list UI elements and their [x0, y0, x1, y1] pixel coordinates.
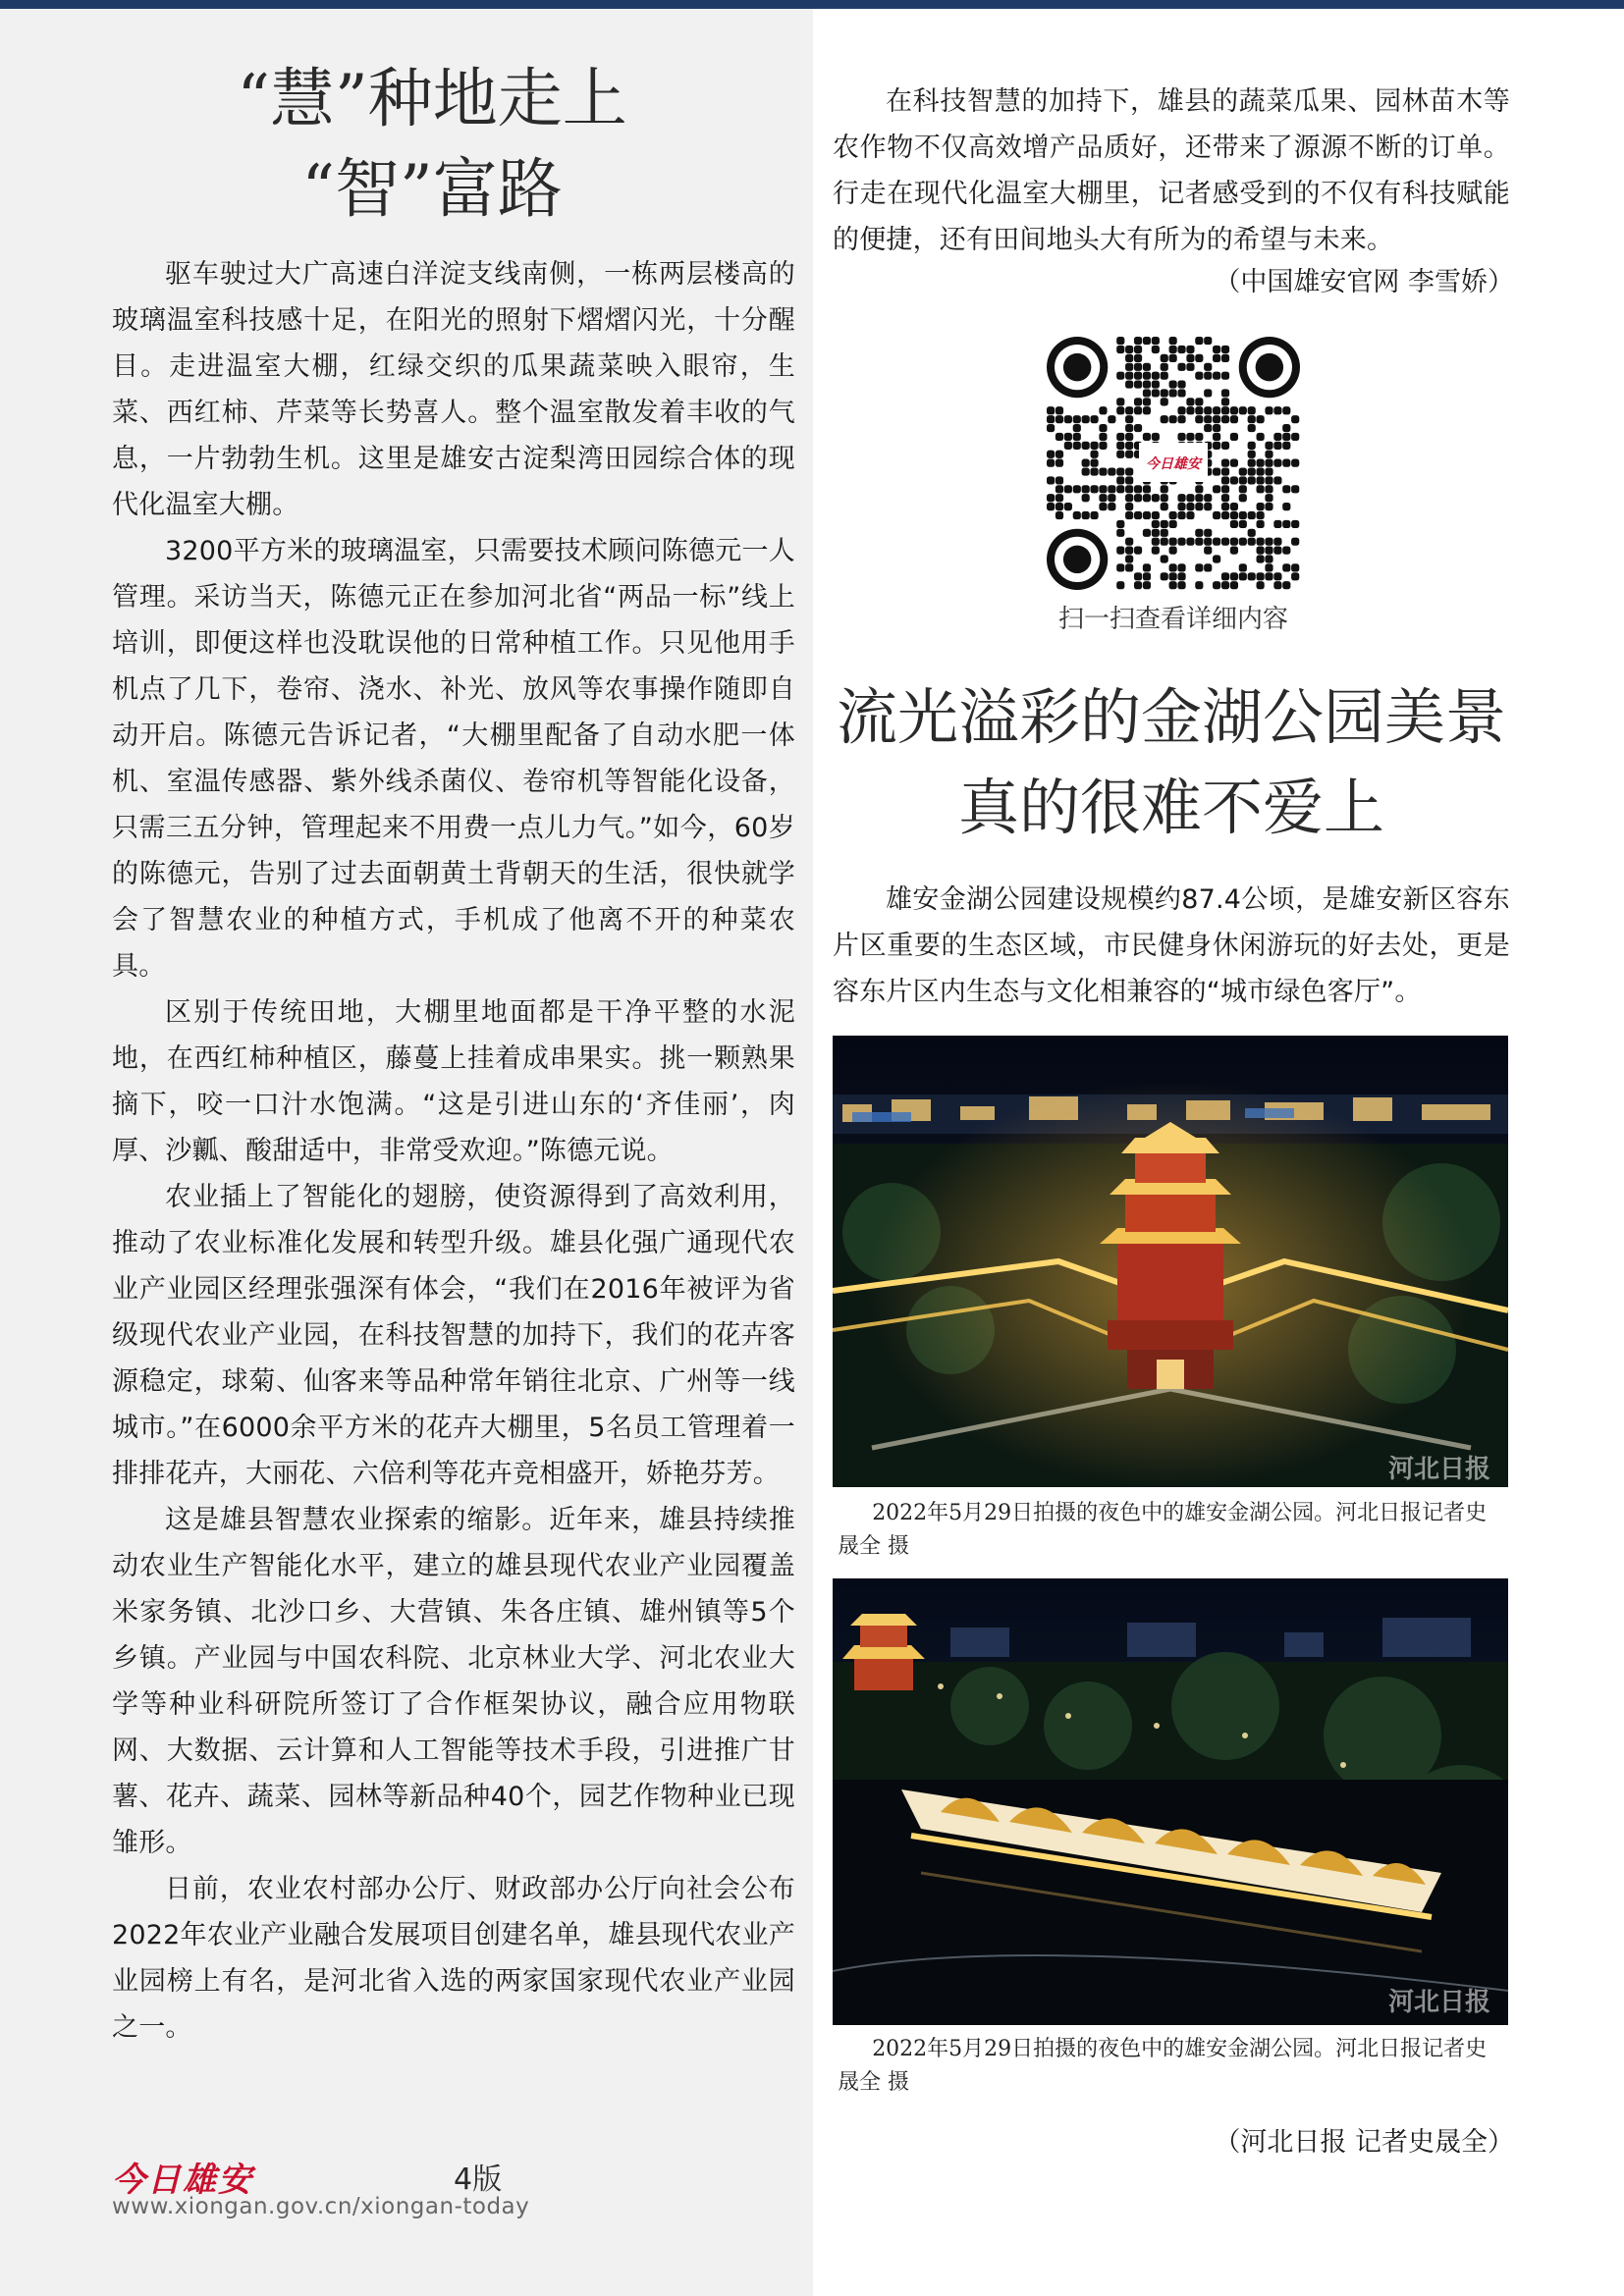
- article-2-title-line-2: 真的很难不爱上: [957, 772, 1384, 843]
- photo-1-caption: 2022年5月29日拍摄的夜色中的雄安金湖公园。河北日报记者史晟全 摄: [838, 1501, 1488, 1559]
- qr-finder-pattern: [1063, 546, 1091, 573]
- article-1-title: [157, 54, 707, 235]
- footer-url[interactable]: www.xiongan.gov.cn/xiongan-today: [112, 2194, 530, 2219]
- qr-code-graphic: [1047, 337, 1300, 590]
- night-park-bridge-photo: [833, 1578, 1508, 2025]
- article-1-title-line-1: “慧”种地走上: [237, 61, 627, 136]
- article-1-paragraph: 3200平方米的玻璃温室，只需要技术顾问陈德元一人管理。采访当天，陈德元正在参加河北省“两品一标”线上培训，即便这样也没耽误他的日常种植工作。只见他用手机点了几下，卷帘、浇水、补光、放风等农事操作随即自动开启。陈德元告诉记者，“大棚里配备了自动水肥一体机、室温传感器、紫外线杀菌仪、卷帘机等智能化设备，只需三五分钟，管理起来不用费一点儿力气。”如今，60岁的陈德元，告别了过去面朝黄土背朝天的生活，很快就学会了智慧农业的种植方式，手机成了他离不开的种菜农具。: [112, 536, 795, 982]
- article-1-continued-paragraph: 在科技智慧的加持下，雄县的蔬菜瓜果、园林苗木等农作物不仅高效增产品质好，还带来了源源不断的订单。行走在现代化温室大棚里，记者感受到的不仅有科技赋能的便捷，还有田间地头大有所为的希望与未来。: [833, 86, 1510, 255]
- article-1-body: [112, 251, 795, 2051]
- photo-2-caption: 2022年5月29日拍摄的夜色中的雄安金湖公园。河北日报记者史晟全 摄: [838, 2037, 1488, 2095]
- article-1-paragraph: 驱车驶过大广高速白洋淀支线南侧，一栋两层楼高的玻璃温室科技感十足，在阳光的照射下熠熠闪光，十分醒目。走进温室大棚，红绿交织的瓜果蔬菜映入眼帘，生菜、西红柿、芹菜等长势喜人。整个温室散发着丰收的气息，一片勃勃生机。这里是雄安古淀梨湾田园综合体的现代化温室大棚。: [112, 259, 795, 520]
- article-1-title-line-2: “智”富路: [301, 151, 563, 227]
- night-park-pavilion-photo: [833, 1036, 1508, 1487]
- article-1-paragraph: 这是雄县智慧农业探索的缩影。近年来，雄县持续推动农业生产智能化水平，建立的雄县现代农业产业园覆盖米家务镇、北沙口乡、大营镇、朱各庄镇、雄州镇等5个乡镇。产业园与中国农科院、北京林业大学、河北农业大学等种业科研院所签订了合作框架协议，融合应用物联网、大数据、云计算和人工智能等技术手段，引进推广甘薯、花卉、蔬菜、园林等新品种40个，园艺作物种业已现雏形。: [112, 1505, 795, 1858]
- qr-caption: 扫一扫查看详细内容: [1057, 605, 1288, 634]
- article-1-paragraph: 日前，农业农村部办公厅、财政部办公厅向社会公布2022年农业产业融合发展项目创建名单，雄县现代农业产业园榜上有名，是河北省入选的两家国家现代农业产业园之一。: [112, 1874, 795, 2043]
- article-1-continued: [833, 79, 1510, 263]
- top-bar: [0, 0, 1624, 9]
- article-2-intro-paragraph: 雄安金湖公园建设规模约87.4公顷，是雄安新区容东片区重要的生态区域，市民健身休闲游玩的好去处，更是容东片区内生态与文化相兼容的“城市绿色客厅”。: [833, 884, 1510, 1007]
- article-2-intro: [833, 877, 1510, 1015]
- photo-2-watermark: 河北日报: [1387, 1988, 1490, 2017]
- qr-finder-pattern: [1063, 353, 1091, 381]
- article-1-paragraph: 区别于传统田地，大棚里地面都是干净平整的水泥地，在西红柿种植区，藤蔓上挂着成串果实。挑一颗熟果摘下，咬一口汁水饱满。“这是引进山东的‘齐佳丽’，肉厚、沙瓤、酸甜适中，非常受欢迎。”陈德元说。: [112, 997, 795, 1166]
- footer-page-number: 4版: [454, 2163, 503, 2197]
- article-2-title: [833, 672, 1510, 853]
- qr-code[interactable]: [1047, 337, 1300, 590]
- photo-1-watermark: 河北日报: [1387, 1455, 1490, 1484]
- footer-logo: 今日雄安: [112, 2161, 253, 2200]
- qr-center-label: 今日雄安: [1146, 456, 1201, 472]
- article-1-paragraph: 农业插上了智能化的翅膀，使资源得到了高效利用，推动了农业标准化发展和转型升级。雄县化强广通现代农业产业园区经理张强深有体会，“我们在2016年被评为省级现代农业产业园，在科技智慧的加持下，我们的花卉客源稳定，球菊、仙客来等品种常年销往北京、广州等一线城市。”在6000余平方米的花卉大棚里，5名员工管理着一排排花卉，大丽花、六倍利等花卉竞相盛开，娇艳芬芳。: [112, 1182, 795, 1489]
- article-1-credit: （中国雄安官网 李雪娇）: [1214, 267, 1514, 297]
- article-2-credit: （河北日报 记者史晟全）: [1214, 2127, 1514, 2158]
- article-2-title-line-1: 流光溢彩的金湖公园美景: [836, 681, 1506, 753]
- qr-finder-pattern: [1256, 353, 1283, 381]
